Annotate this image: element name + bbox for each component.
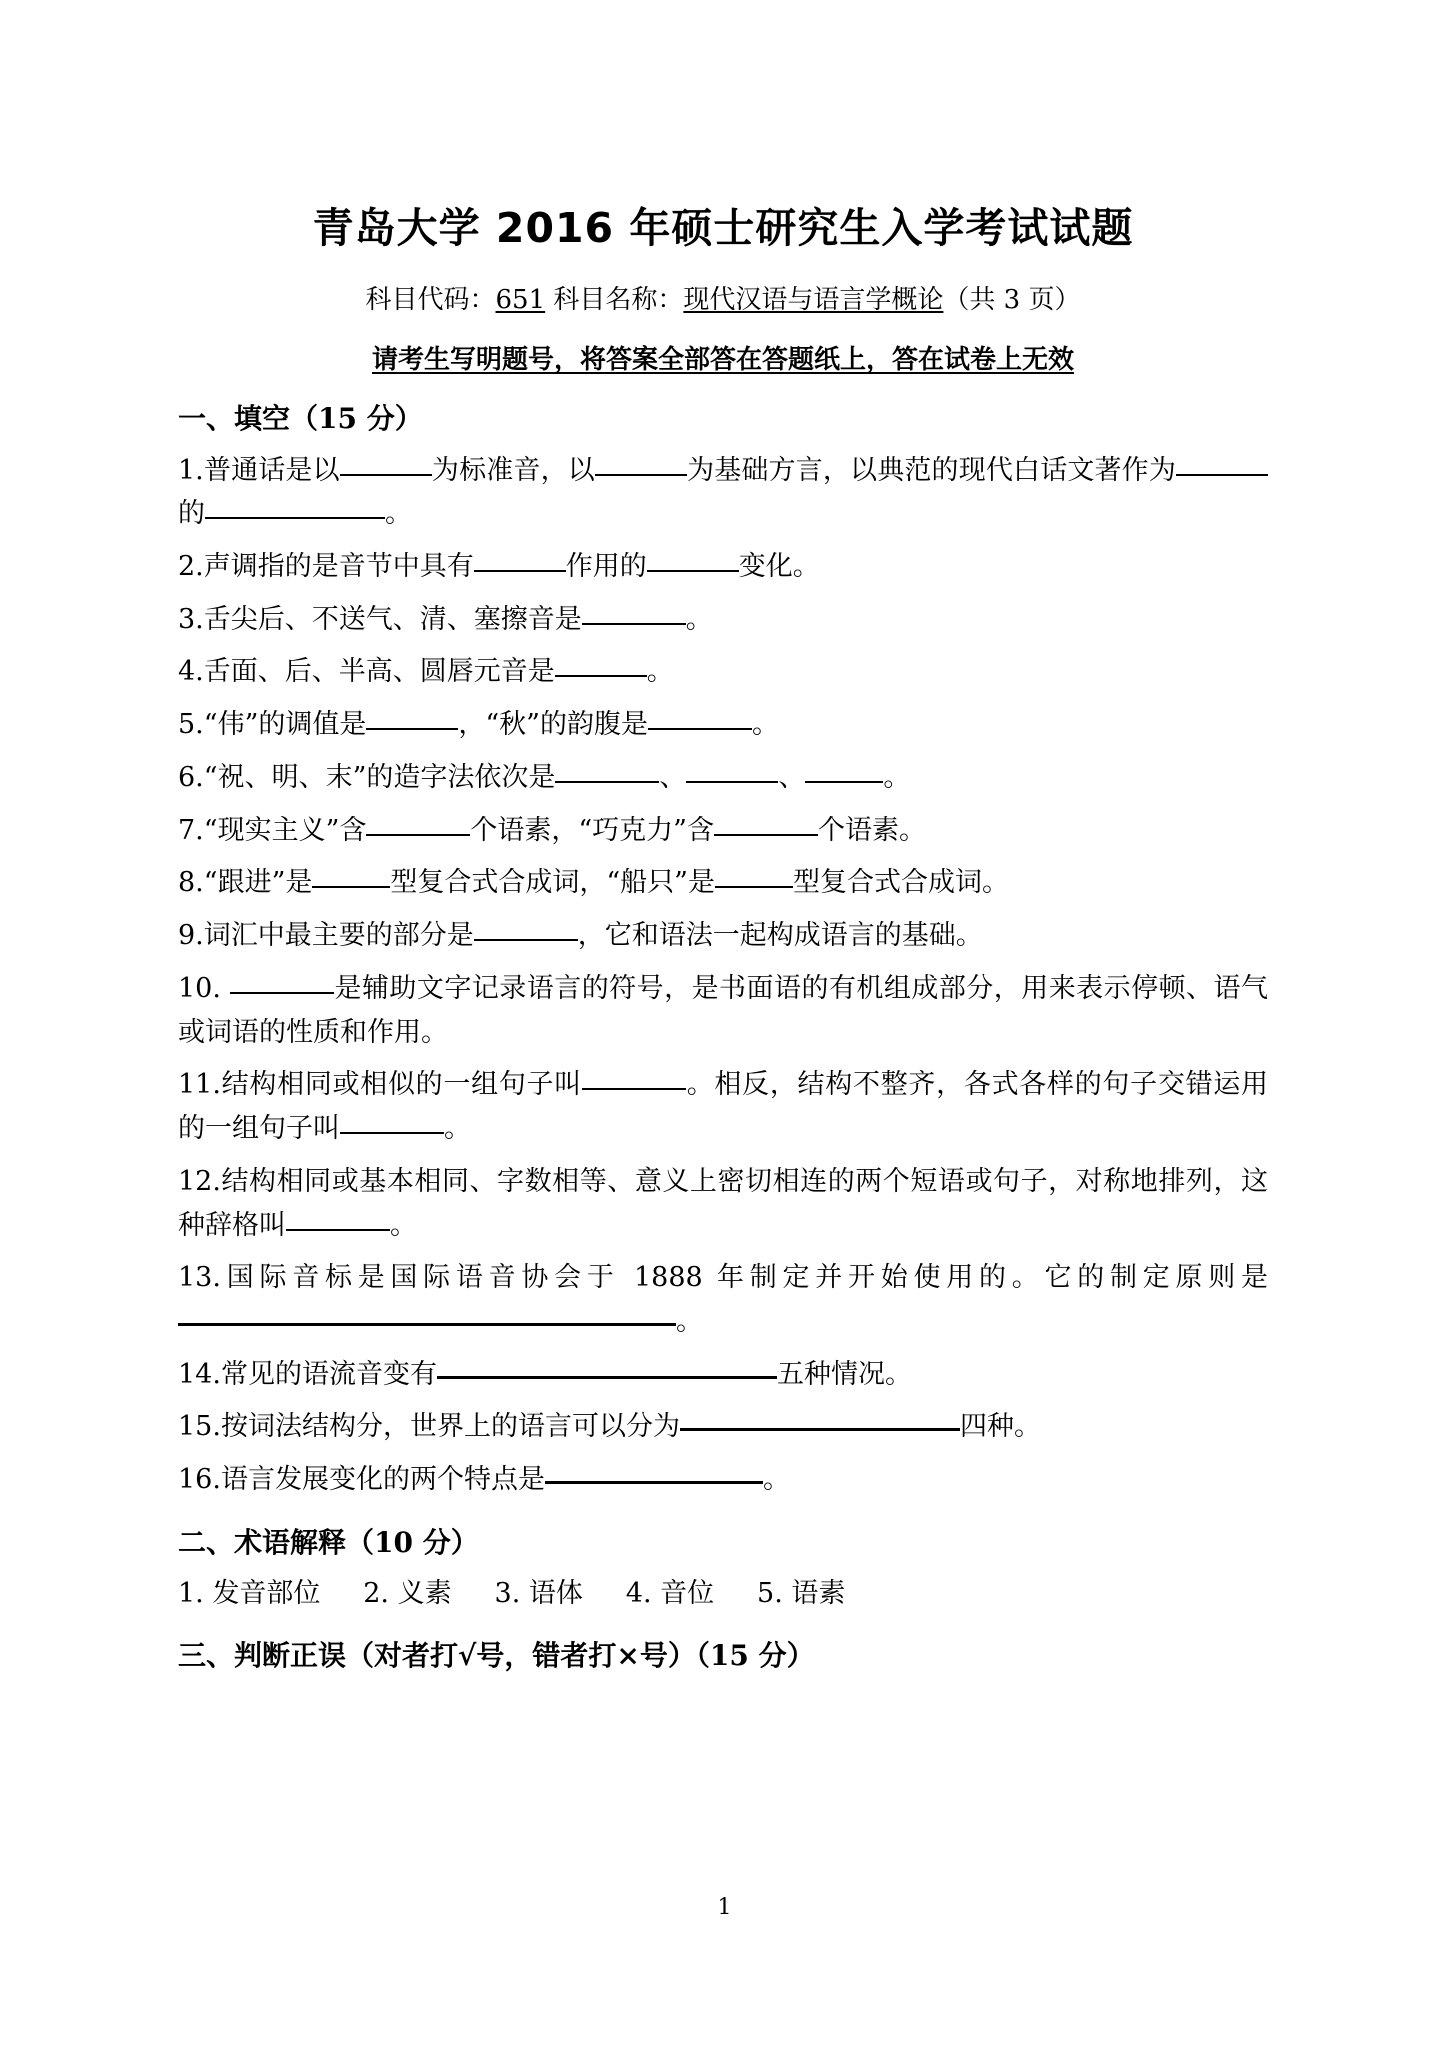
subject-name-label: 科目名称：	[545, 285, 684, 316]
question-13	[178, 1247, 1268, 1343]
question-text: 。	[385, 498, 412, 530]
question-number: 15.	[178, 1411, 221, 1443]
question-text: 是辅助文字记录语言的符号，是书面语的有机组成部分，用来表示停顿、语气或词语的性质和作用。	[178, 972, 1268, 1048]
answer-rule[interactable]	[437, 1358, 777, 1379]
answer-blank[interactable]	[340, 1112, 444, 1134]
question-text: 普通话是以	[203, 454, 340, 486]
question-number: 8.	[178, 867, 204, 899]
question-text: 个语素。	[817, 814, 926, 846]
answer-rule[interactable]	[680, 1410, 960, 1431]
section-2-title: 二、术语解释	[178, 1525, 347, 1559]
answer-blank[interactable]	[555, 761, 659, 783]
question-text: 。	[390, 1209, 417, 1241]
question-text: 为标准音，以	[431, 454, 595, 486]
answer-blank[interactable]	[366, 814, 470, 836]
question-text: 舌面、后、半高、圆唇元音是	[203, 656, 555, 688]
subject-name-value: 现代汉语与语言学概论	[683, 285, 944, 316]
answer-blank[interactable]	[582, 1068, 686, 1090]
question-text: 、	[659, 761, 687, 793]
answer-blank[interactable]	[474, 919, 578, 941]
question-text: 语言发展变化的两个特点是	[220, 1464, 545, 1496]
question-number: 16.	[178, 1464, 221, 1496]
answer-blank[interactable]	[555, 655, 647, 677]
question-text: 国际音标是国际语音协会于 1888 年制定并开始使用的。它的制定原则是	[220, 1262, 1268, 1294]
page-title: 青岛大学 2016 年硕士研究生入学考试试题	[312, 204, 1134, 252]
answer-rule[interactable]	[545, 1463, 763, 1484]
question-text: 。	[883, 761, 911, 793]
section-heading-fill-in-blank	[178, 378, 1268, 440]
question-text: 。	[444, 1113, 471, 1145]
question-12	[178, 1151, 1268, 1247]
question-text: 四种。	[959, 1411, 1041, 1443]
question-number: 12.	[178, 1165, 221, 1197]
answer-blank[interactable]	[366, 708, 458, 730]
question-2	[178, 536, 1268, 589]
question-16	[178, 1449, 1268, 1502]
question-text: “伟”的调值是	[203, 709, 367, 741]
question-text: 作用的	[565, 551, 647, 582]
question-text: 按词法结构分，世界上的语言可以分为	[220, 1411, 680, 1443]
section-heading-true-false	[178, 1615, 1268, 1675]
section-1-points: （15 分）	[290, 401, 423, 435]
section-2-points: （10 分）	[346, 1525, 479, 1559]
question-text: “跟进”是	[203, 867, 313, 899]
question-7	[178, 800, 1268, 853]
question-text: 舌尖后、不送气、清、塞擦音是	[203, 603, 582, 635]
answer-blank[interactable]	[286, 1209, 390, 1231]
section-3-prefix: 三、	[178, 1638, 235, 1672]
question-text: 词汇中最主要的部分是	[203, 920, 474, 952]
question-text: 。	[646, 656, 674, 688]
question-1	[178, 440, 1268, 536]
question-number: 4.	[178, 656, 204, 688]
question-text: 变化。	[738, 551, 820, 582]
question-9	[178, 905, 1268, 958]
question-5	[178, 694, 1268, 747]
section-heading-term-explanation	[178, 1502, 1268, 1564]
question-text: 、	[778, 761, 806, 793]
answer-blank[interactable]	[312, 866, 390, 888]
question-text: 结构相同或相似的一组句子叫	[220, 1069, 582, 1101]
question-text: 五种情况。	[776, 1358, 912, 1390]
question-number: 10.	[178, 972, 230, 1004]
answer-rule[interactable]	[178, 1305, 676, 1326]
question-text: 声调指的是音节中具有	[203, 551, 474, 582]
question-11	[178, 1054, 1268, 1150]
answer-blank[interactable]	[647, 550, 739, 572]
question-number: 5.	[178, 709, 204, 741]
section-3-rest: （对者打√号，错者打×号）（15 分）	[346, 1638, 815, 1672]
question-14	[178, 1344, 1268, 1397]
question-number: 6.	[178, 761, 204, 793]
question-text: 型复合式合成词，“船只”是	[390, 867, 715, 899]
answer-blank[interactable]	[715, 866, 793, 888]
term-list: 1. 发音部位 2. 义素 3. 语体 4. 音位 5. 语素	[178, 1577, 846, 1609]
question-number: 14.	[178, 1358, 221, 1390]
question-text: 个语素，“巧克力”含	[470, 814, 714, 846]
answer-blank[interactable]	[1176, 454, 1268, 476]
page-content	[178, 0, 1268, 1675]
question-text: 。	[751, 709, 779, 741]
question-number: 7.	[178, 814, 204, 846]
question-number: 2.	[178, 551, 204, 582]
question-text: 的	[178, 498, 205, 530]
question-15	[178, 1396, 1268, 1449]
question-text: 。	[676, 1306, 703, 1338]
answer-blank[interactable]	[595, 454, 687, 476]
question-8	[178, 852, 1268, 905]
question-text: “祝、明、末”的造字法依次是	[203, 761, 556, 793]
answer-blank[interactable]	[686, 761, 778, 783]
question-text: 结构相同或基本相同、字数相等、意义上密切相连的两个短语或句子，对称地排列，这种辞格叫	[178, 1165, 1268, 1241]
answer-blank[interactable]	[648, 708, 752, 730]
question-text: 。	[685, 603, 713, 635]
answer-blank[interactable]	[205, 497, 385, 519]
answer-blank[interactable]	[230, 972, 334, 994]
question-text: 。相反，结构不整齐，各式各样的句子交错运用的一组句子叫	[178, 1069, 1269, 1145]
question-10	[178, 958, 1268, 1054]
answer-blank[interactable]	[340, 454, 432, 476]
question-text: ，“秋”的韵腹是	[458, 709, 648, 741]
question-text: ，它和语法一起构成语言的基础。	[577, 920, 983, 952]
question-number: 13.	[178, 1262, 221, 1294]
subject-code-value: 651	[495, 285, 546, 316]
question-text: 。	[762, 1464, 790, 1496]
question-text: 常见的语流音变有	[220, 1358, 437, 1390]
question-3	[178, 589, 1268, 642]
exam-instruction	[178, 318, 1268, 378]
question-text: 型复合式合成词。	[792, 867, 1009, 899]
subject-info-line	[178, 252, 1268, 318]
question-number: 1.	[178, 454, 204, 486]
exam-instruction-text: 请考生写明题号，将答案全部答在答题纸上，答在试卷上无效	[371, 344, 1074, 375]
question-number: 9.	[178, 920, 204, 952]
section-1-title: 一、填空	[178, 401, 291, 435]
question-text: “现实主义”含	[203, 814, 367, 846]
question-text: 为基础方言，以典范的现代白话文著作为	[686, 454, 1177, 486]
subject-code-label: 科目代码：	[365, 285, 496, 316]
answer-blank[interactable]	[805, 761, 883, 783]
section-3-title: 判断正误	[234, 1638, 347, 1672]
question-4	[178, 641, 1268, 694]
page-count: （共 3 页）	[943, 285, 1081, 316]
answer-blank[interactable]	[714, 814, 818, 836]
answer-blank[interactable]	[474, 550, 566, 572]
page-number: 1	[717, 1895, 732, 1920]
answer-blank[interactable]	[582, 603, 686, 625]
question-number: 11.	[178, 1069, 221, 1101]
question-number: 3.	[178, 603, 204, 635]
question-6	[178, 747, 1268, 800]
